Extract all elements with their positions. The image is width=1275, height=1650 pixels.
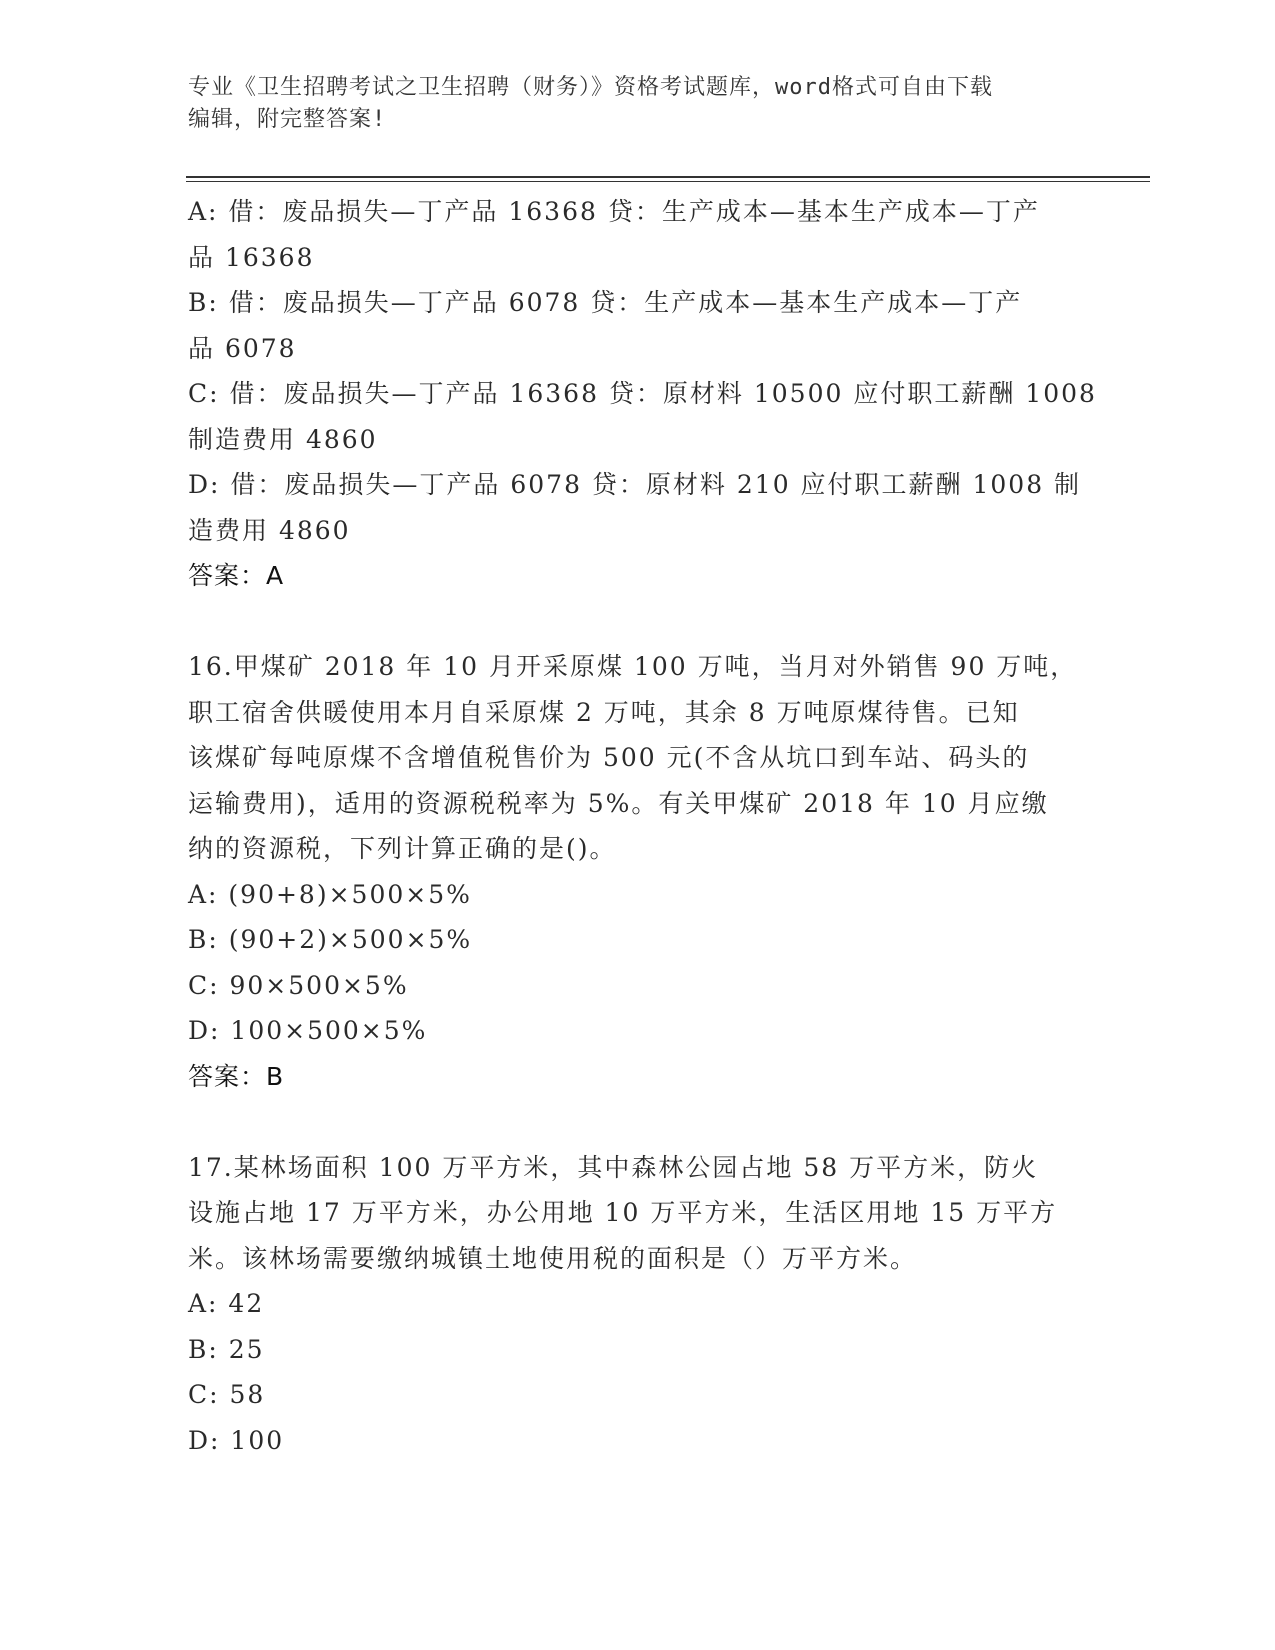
- q17-option-c: C: 58: [188, 1380, 266, 1409]
- q16-stem-line-1: 16.甲煤矿 2018 年 10 月开采原煤 100 万吨，当月对外销售 90 万吨，: [188, 652, 1078, 681]
- question-15: [188, 189, 1097, 599]
- question-content: [188, 189, 1097, 1463]
- q16-option-a: A: (90+8)×500×5%: [188, 879, 472, 909]
- q17-stem-line-1: 17.某林场面积 100 万平方米，其中森林公园占地 58 万平方米，防火: [188, 1152, 1039, 1182]
- q16-stem-line-5: 纳的资源税，下列计算正确的是()。: [188, 834, 617, 863]
- spacer: [188, 1099, 1088, 1145]
- q16-stem-line-4: 运输费用)，适用的资源税税率为 5%。有关甲煤矿 2018 年 10 月应缴: [188, 788, 1049, 818]
- header-line-1: 专业《卫生招聘考试之卫生招聘（财务）》资格考试题库，word格式可自由下载: [188, 75, 993, 100]
- q16-answer: 答案：B: [188, 1061, 285, 1091]
- q15-answer: 答案：A: [188, 561, 285, 590]
- q16-option-d: D: 100×500×5%: [188, 1016, 428, 1045]
- header-divider-thin: [186, 181, 1150, 182]
- question-16: [188, 644, 1088, 1099]
- question-17: [188, 1145, 1088, 1464]
- q15-option-d-line-2: 造费用 4860: [188, 515, 351, 545]
- q15-option-a-line-2: 品 16368: [188, 242, 315, 272]
- header-line-2: 编辑，附完整答案!: [188, 107, 387, 132]
- q17-stem-line-2: 设施占地 17 万平方米，办公用地 10 万平方米，生活区用地 15 万平方: [188, 1198, 1058, 1227]
- q15-option-d-line-1: D: 借：废品损失—丁产品 6078 贷：原材料 210 应付职工薪酬 1008 制: [188, 470, 1082, 499]
- q16-option-c: C: 90×500×5%: [188, 970, 409, 1000]
- q17-stem-line-3: 米。该林场需要缴纳城镇土地使用税的面积是（）万平方米。: [188, 1243, 918, 1273]
- q15-option-a-line-1: A: 借：废品损失—丁产品 16368 贷：生产成本—基本生产成本—丁产: [188, 197, 1040, 226]
- q17-option-a: A: 42: [188, 1289, 265, 1318]
- q17-option-d: D: 100: [188, 1425, 285, 1455]
- q15-option-b-line-1: B: 借：废品损失—丁产品 6078 贷：生产成本—基本生产成本—丁产: [188, 288, 1023, 317]
- q17-option-b: B: 25: [188, 1334, 265, 1364]
- q16-option-b: B: (90+2)×500×5%: [188, 925, 473, 954]
- q15-option-c-line-2: 制造费用 4860: [188, 424, 378, 454]
- document-header: [188, 72, 1088, 136]
- header-divider-thick: [186, 176, 1150, 178]
- spacer: [188, 599, 1088, 645]
- q16-stem-line-2: 职工宿舍供暖使用本月自采原煤 2 万吨，其余 8 万吨原煤待售。已知: [188, 697, 1020, 727]
- q15-option-b-line-2: 品 6078: [188, 333, 297, 363]
- q15-option-c-line-1: C: 借：废品损失—丁产品 16368 贷：原材料 10500 应付职工薪酬 1008: [188, 379, 1097, 408]
- q16-stem-line-3: 该煤矿每吨原煤不含增值税售价为 500 元(不含从坑口到车站、码头的: [188, 743, 1030, 772]
